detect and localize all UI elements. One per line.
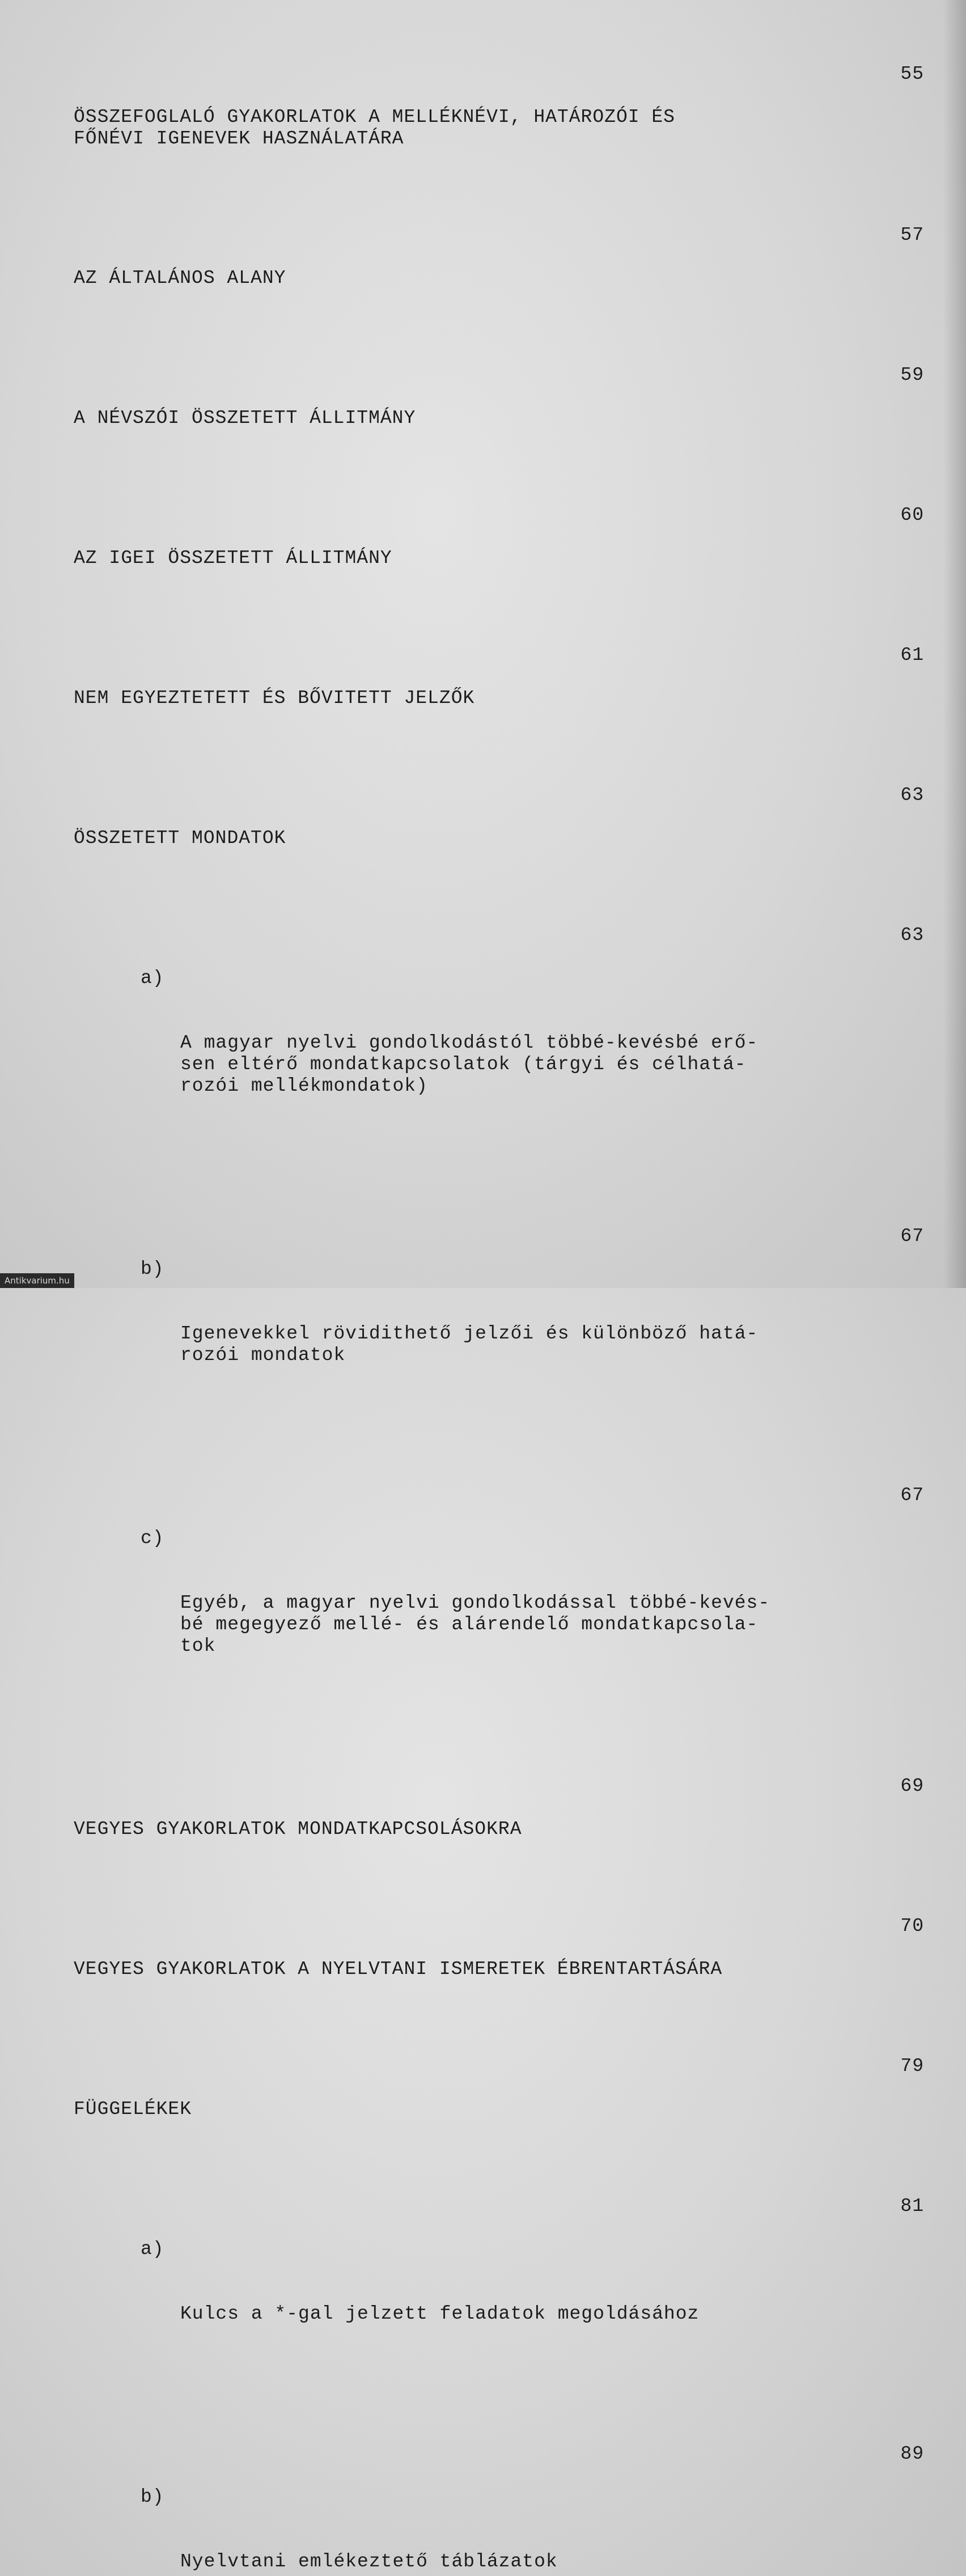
toc-subentry-marker: b) xyxy=(141,2486,164,2507)
toc-subentry-title: A magyar nyelvi gondolkodástól többé-kevésbé erő- sen eltérő mondatkapcsolatok (tárgyi és célhatá- rozói mellékmondatok) xyxy=(180,1032,759,1096)
toc-entry-page: 61 xyxy=(900,645,924,666)
toc-entry-page: 70 xyxy=(900,1916,924,1937)
toc-subentry xyxy=(74,1485,924,1765)
toc-subentry xyxy=(74,925,924,1205)
toc-entry-page: 67 xyxy=(900,1226,924,1247)
toc-entry-page: 55 xyxy=(900,63,924,84)
toc-entry-title: ÖSSZETETT MONDATOK xyxy=(74,828,286,849)
toc-subentry xyxy=(74,1215,924,1474)
toc-entry-title: VEGYES GYAKORLATOK A NYELVTANI ISMERETEK ÉBRENTARTÁSÁRA xyxy=(74,1959,723,1980)
toc-entry-page: 81 xyxy=(900,2196,924,2217)
toc-entry-title: AZ ÁLTALÁNOS ALANY xyxy=(74,268,286,289)
toc-subentry-marker: b) xyxy=(141,1259,164,1279)
toc-entry-title: ÖSSZEFOGLALÓ GYAKORLATOK A MELLÉKNÉVI, HATÁROZÓI ÉS FŐNÉVI IGENEVEK HASZNÁLATÁRA xyxy=(74,107,675,149)
toc-entry-page: 69 xyxy=(900,1776,924,1797)
toc-entry xyxy=(74,63,924,214)
watermark-label: Antikvarium.hu xyxy=(0,1273,74,1288)
toc-subentry xyxy=(74,2196,924,2433)
toc-entry xyxy=(74,365,924,494)
toc-entry xyxy=(74,2056,924,2185)
toc-entry-page: 60 xyxy=(900,505,924,526)
toc-subentry-marker: a) xyxy=(141,2239,164,2260)
toc-entry-title: FÜGGELÉKEK xyxy=(74,2099,192,2120)
toc-entry xyxy=(74,645,924,774)
toc-subentry xyxy=(74,2443,924,2576)
toc-subentry-title: Egyéb, a magyar nyelvi gondolkodással többé-kevés- bé megegyező mellé- és alárendelő mondatkapcsola- tok xyxy=(180,1592,770,1656)
toc-subentry-title: Nyelvtani emlékeztető táblázatok xyxy=(180,2551,558,2572)
page-edge-shadow xyxy=(943,0,966,1288)
toc-subentry-title: Igenevekkel rövidithető jelzői és különböző hatá- rozói mondatok xyxy=(180,1323,759,1366)
toc-entry xyxy=(74,505,924,634)
toc-entry-page: 57 xyxy=(900,224,924,245)
toc-subentry-marker: c) xyxy=(141,1528,164,1549)
toc-entry-page: 63 xyxy=(900,785,924,806)
toc-entry-page: 89 xyxy=(900,2443,924,2464)
toc-entry xyxy=(74,224,924,354)
toc-entry-page: 63 xyxy=(900,925,924,946)
toc-subentry-marker: a) xyxy=(141,968,164,989)
toc-entry-title: A NÉVSZÓI ÖSSZETETT ÁLLITMÁNY xyxy=(74,408,416,429)
toc-entry-title: NEM EGYEZTETETT ÉS BŐVITETT JELZŐK xyxy=(74,688,475,709)
toc-subentry-title: Kulcs a *-gal jelzett feladatok megoldásához xyxy=(180,2303,700,2324)
toc-entry-page: 79 xyxy=(900,2056,924,2077)
toc-entry-title: VEGYES GYAKORLATOK MONDATKAPCSOLÁSOKRA xyxy=(74,1819,522,1840)
toc-entry xyxy=(74,1776,924,1905)
toc-entry xyxy=(74,1916,924,2045)
toc-entry xyxy=(74,785,924,914)
toc-entry-page: 67 xyxy=(900,1485,924,1506)
toc-entry-title: AZ IGEI ÖSSZETETT ÁLLITMÁNY xyxy=(74,548,392,569)
toc-entry-page: 59 xyxy=(900,365,924,385)
table-of-contents xyxy=(74,63,924,2576)
